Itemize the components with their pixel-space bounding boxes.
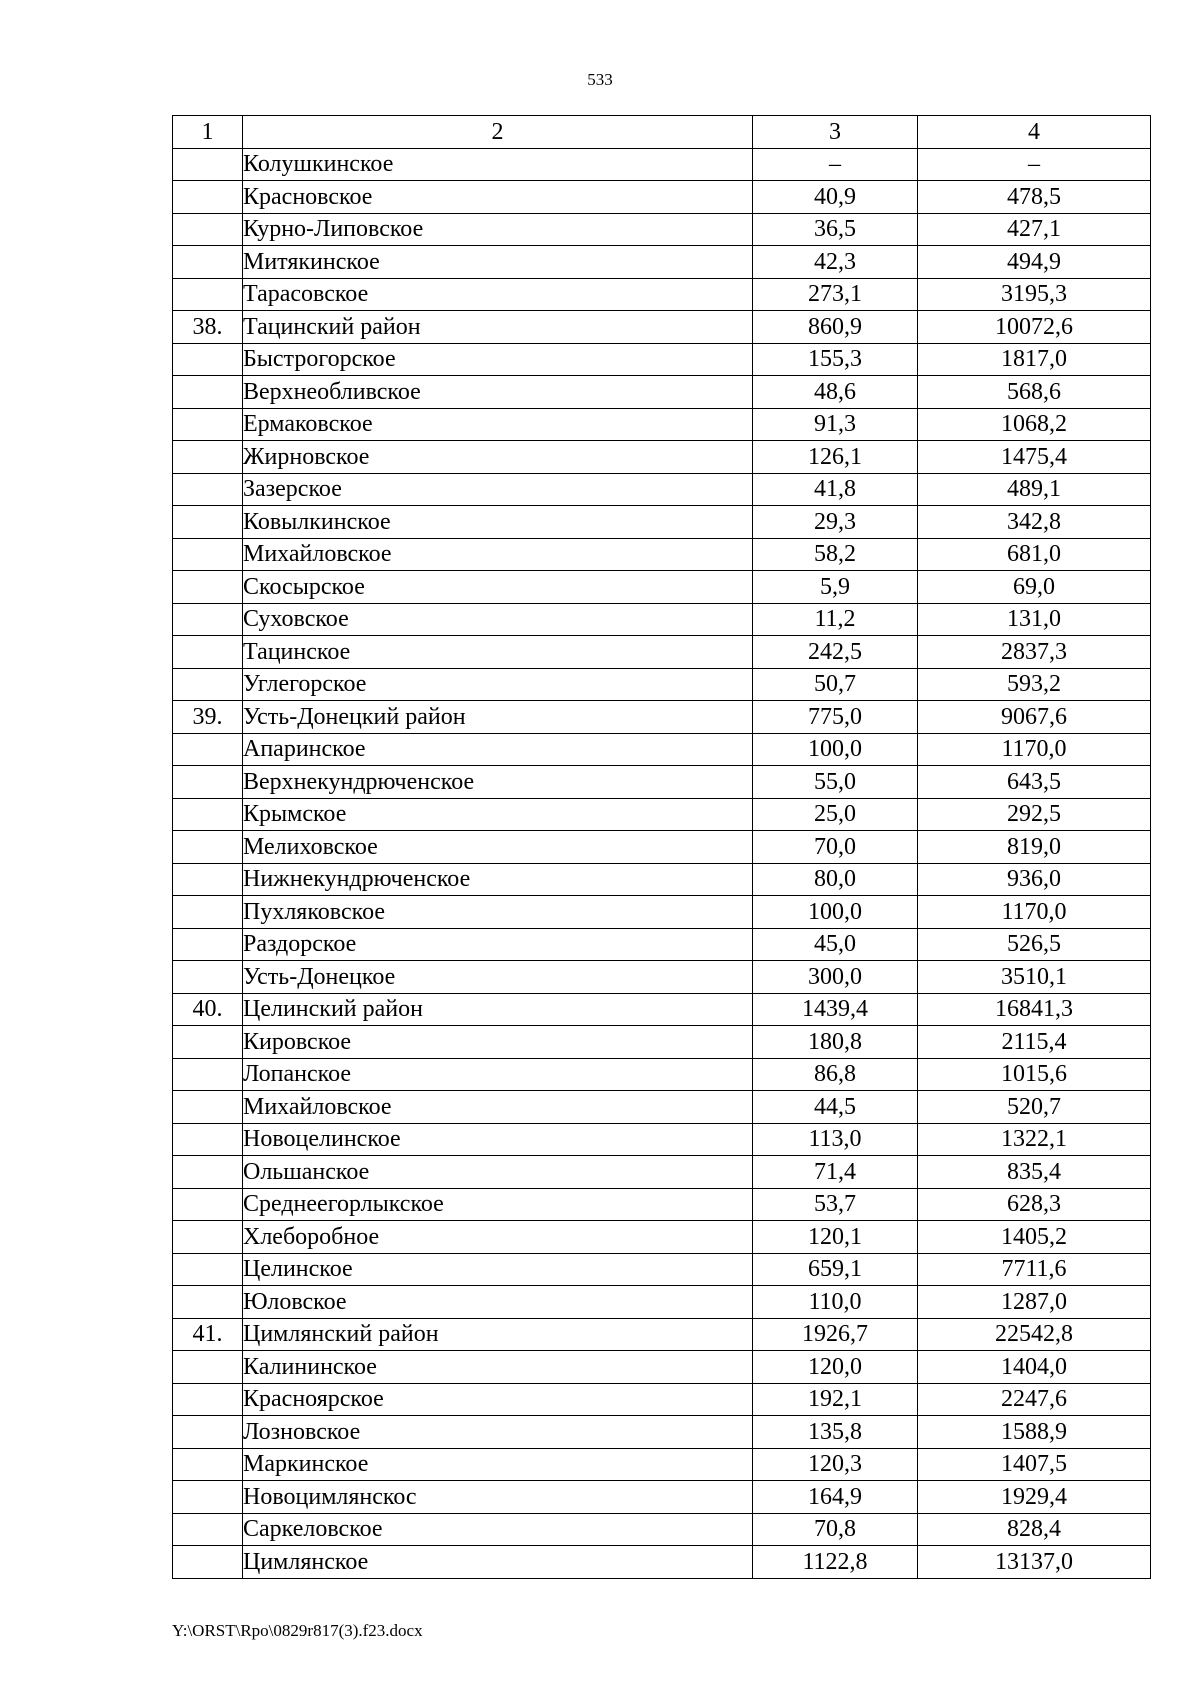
table-row [173,896,1151,929]
value-col-4-cell: 1407,5 [918,1448,1151,1481]
value-col-3-cell: 53,7 [753,1188,918,1221]
table-row [173,408,1151,441]
value-col-3-cell: 48,6 [753,376,918,409]
row-number-cell [173,668,243,701]
value-col-3-cell: 80,0 [753,863,918,896]
table-row [173,1058,1151,1091]
value-col-4-cell: 478,5 [918,181,1151,214]
row-number-cell [173,1286,243,1319]
value-col-4-cell: 643,5 [918,766,1151,799]
table-row [173,603,1151,636]
value-col-3-cell: 70,8 [753,1513,918,1546]
value-col-3-cell: 100,0 [753,896,918,929]
header-col-4: 4 [918,116,1151,149]
table-row [173,538,1151,571]
value-col-4-cell: 342,8 [918,506,1151,539]
value-col-4-cell: 1588,9 [918,1416,1151,1449]
table-row [173,1318,1151,1351]
row-number-cell [173,571,243,604]
table-row [173,928,1151,961]
value-col-3-cell: 25,0 [753,798,918,831]
value-col-3-cell: 42,3 [753,246,918,279]
value-col-3-cell: 135,8 [753,1416,918,1449]
row-number-cell [173,441,243,474]
table-row [173,506,1151,539]
table-row [173,181,1151,214]
settlement-name-cell: Маркинское [243,1448,753,1481]
table-row [173,1286,1151,1319]
settlement-name-cell: Лопанское [243,1058,753,1091]
value-col-3-cell: 192,1 [753,1383,918,1416]
row-number-cell [173,1221,243,1254]
settlement-name-cell: Колушкинское [243,148,753,181]
settlement-name-cell: Углегорское [243,668,753,701]
settlement-name-cell: Жирновское [243,441,753,474]
value-col-4-cell: 131,0 [918,603,1151,636]
settlement-name-cell: Юловское [243,1286,753,1319]
table-row [173,831,1151,864]
table-row [173,1091,1151,1124]
table-row [173,1448,1151,1481]
row-number-cell [173,1156,243,1189]
value-col-4-cell: 7711,6 [918,1253,1151,1286]
header-col-2: 2 [243,116,753,149]
table-row [173,213,1151,246]
settlement-name-cell: Суховское [243,603,753,636]
value-col-4-cell: 3195,3 [918,278,1151,311]
settlement-name-cell: Нижнекундрюченское [243,863,753,896]
value-col-4-cell: 1170,0 [918,896,1151,929]
value-col-4-cell: 1405,2 [918,1221,1151,1254]
value-col-3-cell: 659,1 [753,1253,918,1286]
table-header-row [173,116,1151,149]
table-row [173,1546,1151,1579]
value-col-3-cell: 273,1 [753,278,918,311]
table-row [173,278,1151,311]
value-col-4-cell: 2247,6 [918,1383,1151,1416]
value-col-3-cell: 5,9 [753,571,918,604]
value-col-3-cell: 164,9 [753,1481,918,1514]
value-col-4-cell: 489,1 [918,473,1151,506]
row-number-cell [173,181,243,214]
value-col-3-cell: 40,9 [753,181,918,214]
table-row [173,1221,1151,1254]
settlement-name-cell: Целинское [243,1253,753,1286]
table-row [173,311,1151,344]
settlement-name-cell: Апаринское [243,733,753,766]
table-row [173,1383,1151,1416]
value-col-3-cell: 91,3 [753,408,918,441]
settlement-name-cell: Скосырское [243,571,753,604]
row-number-cell [173,1351,243,1384]
settlement-name-cell: Красновское [243,181,753,214]
value-col-4-cell: 1817,0 [918,343,1151,376]
table-row [173,1253,1151,1286]
settlement-name-cell: Пухляковское [243,896,753,929]
value-col-3-cell: 242,5 [753,636,918,669]
settlement-name-cell: Хлеборобное [243,1221,753,1254]
value-col-4-cell: 1929,4 [918,1481,1151,1514]
value-col-4-cell: 9067,6 [918,701,1151,734]
table-row [173,1416,1151,1449]
settlement-name-cell: Тацинский район [243,311,753,344]
value-col-4-cell: 828,4 [918,1513,1151,1546]
settlement-name-cell: Зазерское [243,473,753,506]
value-col-3-cell: 126,1 [753,441,918,474]
settlement-name-cell: Среднеегорлыкское [243,1188,753,1221]
settlement-name-cell: Быстрогорское [243,343,753,376]
value-col-4-cell: 427,1 [918,213,1151,246]
value-col-4-cell: 1015,6 [918,1058,1151,1091]
value-col-3-cell: 110,0 [753,1286,918,1319]
row-number-cell: 39. [173,701,243,734]
table-row [173,668,1151,701]
row-number-cell [173,1383,243,1416]
value-col-3-cell: 1926,7 [753,1318,918,1351]
value-col-3-cell: 1439,4 [753,993,918,1026]
footer-file-path: Y:\ORST\Rpo\0829r817(3).f23.docx [172,1621,423,1640]
table-row [173,148,1151,181]
value-col-4-cell: 681,0 [918,538,1151,571]
settlement-name-cell: Верхнекундрюченское [243,766,753,799]
table-row [173,246,1151,279]
settlement-name-cell: Верхнеобливское [243,376,753,409]
header-col-1: 1 [173,116,243,149]
row-number-cell: 38. [173,311,243,344]
row-number-cell [173,148,243,181]
value-col-3-cell: 120,3 [753,1448,918,1481]
value-col-4-cell: 568,6 [918,376,1151,409]
value-col-4-cell: 3510,1 [918,961,1151,994]
value-col-4-cell: 13137,0 [918,1546,1151,1579]
row-number-cell [173,213,243,246]
row-number-cell [173,1448,243,1481]
value-col-3-cell: 55,0 [753,766,918,799]
value-col-4-cell: 819,0 [918,831,1151,864]
value-col-3-cell: 58,2 [753,538,918,571]
value-col-4-cell: 2837,3 [918,636,1151,669]
value-col-4-cell: 936,0 [918,863,1151,896]
value-col-4-cell: 1404,0 [918,1351,1151,1384]
settlement-name-cell: Ковылкинское [243,506,753,539]
row-number-cell [173,1026,243,1059]
value-col-3-cell: 86,8 [753,1058,918,1091]
value-col-4-cell: 10072,6 [918,311,1151,344]
row-number-cell [173,1058,243,1091]
row-number-cell [173,1123,243,1156]
row-number-cell [173,278,243,311]
value-col-4-cell: 520,7 [918,1091,1151,1124]
value-col-4-cell: 1475,4 [918,441,1151,474]
value-col-4-cell: 494,9 [918,246,1151,279]
settlement-name-cell: Калининское [243,1351,753,1384]
value-col-3-cell: 41,8 [753,473,918,506]
table-row [173,441,1151,474]
row-number-cell [173,733,243,766]
value-col-3-cell: 120,0 [753,1351,918,1384]
settlement-name-cell: Усть-Донецкое [243,961,753,994]
settlement-name-cell: Усть-Донецкий район [243,701,753,734]
row-number-cell [173,863,243,896]
table-row [173,1156,1151,1189]
value-col-3-cell: 775,0 [753,701,918,734]
value-col-4-cell: 292,5 [918,798,1151,831]
row-number-cell [173,1091,243,1124]
row-number-cell [173,1188,243,1221]
row-number-cell [173,961,243,994]
row-number-cell [173,928,243,961]
value-col-4-cell: 526,5 [918,928,1151,961]
row-number-cell [173,1481,243,1514]
row-number-cell [173,246,243,279]
settlement-name-cell: Лозновское [243,1416,753,1449]
row-number-cell [173,1546,243,1579]
value-col-3-cell: 1122,8 [753,1546,918,1579]
table-row [173,1351,1151,1384]
value-col-3-cell: – [753,148,918,181]
data-table [172,115,1151,1579]
settlement-name-cell: Митякинское [243,246,753,279]
table-row [173,1481,1151,1514]
value-col-3-cell: 11,2 [753,603,918,636]
table-row [173,571,1151,604]
value-col-3-cell: 120,1 [753,1221,918,1254]
row-number-cell [173,408,243,441]
settlement-name-cell: Тацинское [243,636,753,669]
table-row [173,766,1151,799]
table-row [173,961,1151,994]
settlement-name-cell: Цимлянское [243,1546,753,1579]
settlement-name-cell: Мелиховское [243,831,753,864]
table-row [173,1188,1151,1221]
value-col-3-cell: 45,0 [753,928,918,961]
table-row [173,863,1151,896]
settlement-name-cell: Целинский район [243,993,753,1026]
row-number-cell [173,636,243,669]
settlement-name-cell: Раздорское [243,928,753,961]
value-col-3-cell: 180,8 [753,1026,918,1059]
table-row [173,1513,1151,1546]
row-number-cell [173,798,243,831]
value-col-3-cell: 50,7 [753,668,918,701]
value-col-4-cell: 1287,0 [918,1286,1151,1319]
value-col-4-cell: 1322,1 [918,1123,1151,1156]
value-col-4-cell: 628,3 [918,1188,1151,1221]
value-col-3-cell: 300,0 [753,961,918,994]
row-number-cell [173,506,243,539]
table-row [173,798,1151,831]
value-col-4-cell: 16841,3 [918,993,1151,1026]
value-col-4-cell: 835,4 [918,1156,1151,1189]
row-number-cell [173,376,243,409]
row-number-cell [173,1416,243,1449]
row-number-cell [173,1253,243,1286]
table-row [173,376,1151,409]
value-col-3-cell: 71,4 [753,1156,918,1189]
value-col-3-cell: 100,0 [753,733,918,766]
settlement-name-cell: Ермаковское [243,408,753,441]
settlement-name-cell: Новоцелинское [243,1123,753,1156]
table-row [173,473,1151,506]
row-number-cell [173,538,243,571]
table-row [173,1123,1151,1156]
value-col-4-cell: 2115,4 [918,1026,1151,1059]
settlement-name-cell: Курно-Липовское [243,213,753,246]
settlement-name-cell: Кировское [243,1026,753,1059]
value-col-3-cell: 44,5 [753,1091,918,1124]
header-col-3: 3 [753,116,918,149]
table-row [173,636,1151,669]
value-col-3-cell: 29,3 [753,506,918,539]
value-col-4-cell: 593,2 [918,668,1151,701]
table-row [173,701,1151,734]
settlement-name-cell: Михайловское [243,1091,753,1124]
settlement-name-cell: Новоцимлянскос [243,1481,753,1514]
value-col-4-cell: 69,0 [918,571,1151,604]
table-body [173,116,1151,1579]
value-col-3-cell: 113,0 [753,1123,918,1156]
value-col-4-cell: 1068,2 [918,408,1151,441]
row-number-cell [173,1513,243,1546]
value-col-4-cell: 22542,8 [918,1318,1151,1351]
value-col-4-cell: 1170,0 [918,733,1151,766]
table-row [173,343,1151,376]
value-col-3-cell: 155,3 [753,343,918,376]
table-row [173,733,1151,766]
settlement-name-cell: Крымское [243,798,753,831]
settlement-name-cell: Цимлянский район [243,1318,753,1351]
value-col-3-cell: 36,5 [753,213,918,246]
row-number-cell [173,343,243,376]
value-col-4-cell: – [918,148,1151,181]
table-row [173,1026,1151,1059]
settlement-name-cell: Красноярское [243,1383,753,1416]
row-number-cell [173,831,243,864]
settlement-name-cell: Тарасовское [243,278,753,311]
row-number-cell [173,766,243,799]
value-col-3-cell: 860,9 [753,311,918,344]
row-number-cell [173,896,243,929]
page-number: 533 [587,70,613,89]
value-col-3-cell: 70,0 [753,831,918,864]
row-number-cell: 41. [173,1318,243,1351]
row-number-cell: 40. [173,993,243,1026]
settlement-name-cell: Ольшанское [243,1156,753,1189]
table-row [173,993,1151,1026]
settlement-name-cell: Саркеловское [243,1513,753,1546]
row-number-cell [173,473,243,506]
settlement-name-cell: Михайловское [243,538,753,571]
row-number-cell [173,603,243,636]
